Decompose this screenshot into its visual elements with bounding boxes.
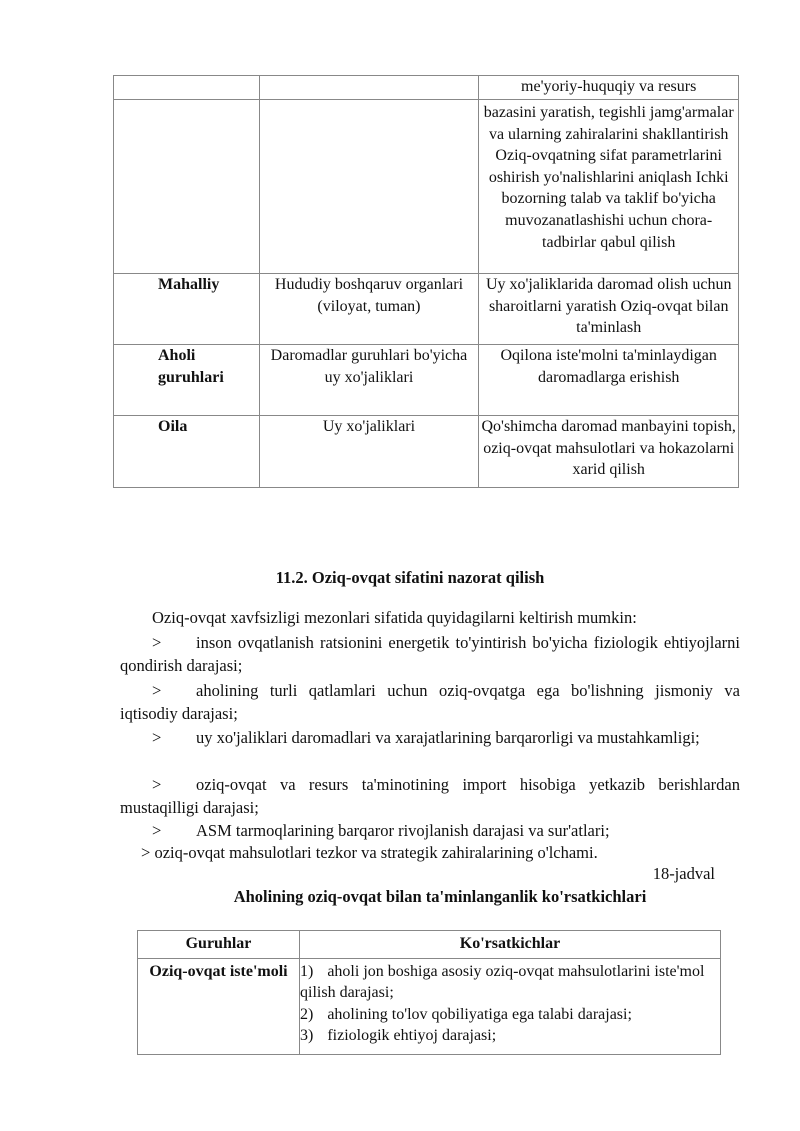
list-item-text: ASM tarmoqlarining barqaror rivojlanish darajasi va sur'atlari;	[196, 821, 610, 840]
table-row	[114, 416, 739, 488]
table-cell	[259, 76, 479, 100]
list-item	[120, 727, 740, 750]
level-label: Mahalliy	[114, 274, 260, 345]
indicators-table	[137, 930, 721, 1055]
list-item-text: aholining turli qatlamlari uchun oziq-ovqatga ega bo'lishning jismoniy va iqtisodiy darajasi;	[120, 681, 740, 723]
list-item	[300, 1025, 718, 1047]
intro-paragraph: Oziq-ovqat xavfsizligi mezonlari sifatida quyidagilarni keltirish mumkin:	[152, 608, 637, 627]
item-number: 1)	[300, 962, 314, 980]
bullet-marker: >	[152, 728, 162, 747]
column-header: Guruhlar	[138, 931, 300, 959]
list-item-text: fiziologik ehtiyoj darajasi;	[327, 1027, 497, 1045]
bullet-marker: >	[152, 633, 162, 652]
table-cell: me'yoriy-huquqiy va resurs	[479, 76, 739, 100]
list-item	[300, 1004, 718, 1026]
level-label: Oila	[114, 416, 260, 488]
table-number: 18-jadval	[652, 864, 715, 883]
bullet-marker: >	[152, 821, 162, 840]
item-number: 2)	[300, 1005, 314, 1023]
list-item	[120, 774, 740, 819]
list-item-text: uy xo'jaliklari daromadlari va xarajatlarining barqarorligi va mustahkamligi;	[196, 728, 700, 747]
table-row	[114, 274, 739, 345]
table-cell	[114, 76, 260, 100]
levels-table	[113, 75, 739, 488]
table-cell: Uy xo'jaliklarida daromad olish uchun sharoitlarni yaratish Oziq-ovqat bilan ta'minlash	[479, 274, 739, 345]
bullet-marker: >	[152, 681, 162, 700]
bullet-marker: >	[152, 775, 162, 794]
list-item	[120, 632, 740, 677]
table-cell: Qo'shimcha daromad manbayini topish, oziq-ovqat mahsulotlari va hokazolarni xarid qilish	[479, 416, 739, 488]
table-cell: Oqilona iste'molni ta'minlaydigan daromadlarga erishish	[479, 345, 739, 416]
list-item-text: aholining to'lov qobiliyatiga ega talabi darajasi;	[327, 1005, 632, 1023]
list-item	[120, 680, 740, 725]
table-row	[114, 76, 739, 100]
table-row	[138, 958, 721, 1054]
table-cell: Hududiy boshqaruv organlari (viloyat, tuman)	[259, 274, 479, 345]
table-cell: Uy xo'jaliklari	[259, 416, 479, 488]
table-row	[114, 345, 739, 416]
table-cell: bazasini yaratish, tegishli jamg'armalar va ularning zahiralarini shakllantirish Oziq-ovqatning sifat parametrlarini oshirish yo'nalishlarini aniqlash Ichki bozorning talab va taklif bo'yicha muvozanatlashishi uchun chora-tadbirlar qabul qilish	[479, 100, 739, 274]
table-header-row	[138, 931, 721, 959]
section-heading: 11.2. Oziq-ovqat sifatini nazorat qilish	[275, 568, 545, 587]
list-item-text: oziq-ovqat va resurs ta'minotining import hisobiga yetkazib berishlardan mustaqilligi darajasi;	[120, 775, 740, 817]
table-cell: Daromadlar guruhlari bo'yicha uy xo'jaliklari	[259, 345, 479, 416]
table-cell	[259, 100, 479, 274]
bullet-marker: >	[141, 843, 151, 862]
indicators-cell	[300, 958, 721, 1054]
list-item-text: oziq-ovqat mahsulotlari tezkor va strategik zahiralarining o'lchami.	[154, 843, 598, 862]
table-cell	[114, 100, 260, 274]
list-item-text: aholi jon boshiga asosiy oziq-ovqat mahsulotlarini iste'mol qilish darajasi;	[300, 962, 705, 1002]
table-title: Aholining oziq-ovqat bilan ta'minlanganlik ko'rsatkichlari	[233, 887, 647, 906]
group-label: Oziq-ovqat iste'moli	[138, 958, 300, 1054]
item-number: 3)	[300, 1027, 314, 1045]
column-header: Ko'rsatkichlar	[300, 931, 721, 959]
table-row	[114, 100, 739, 274]
list-item	[141, 843, 598, 863]
level-label: Aholi guruhlari	[114, 345, 260, 416]
list-item	[300, 961, 718, 1004]
list-item	[120, 820, 740, 843]
list-item-text: inson ovqatlanish ratsionini energetik to'yintirish bo'yicha fiziologik ehtiyojlarni qondirish darajasi;	[120, 633, 740, 675]
